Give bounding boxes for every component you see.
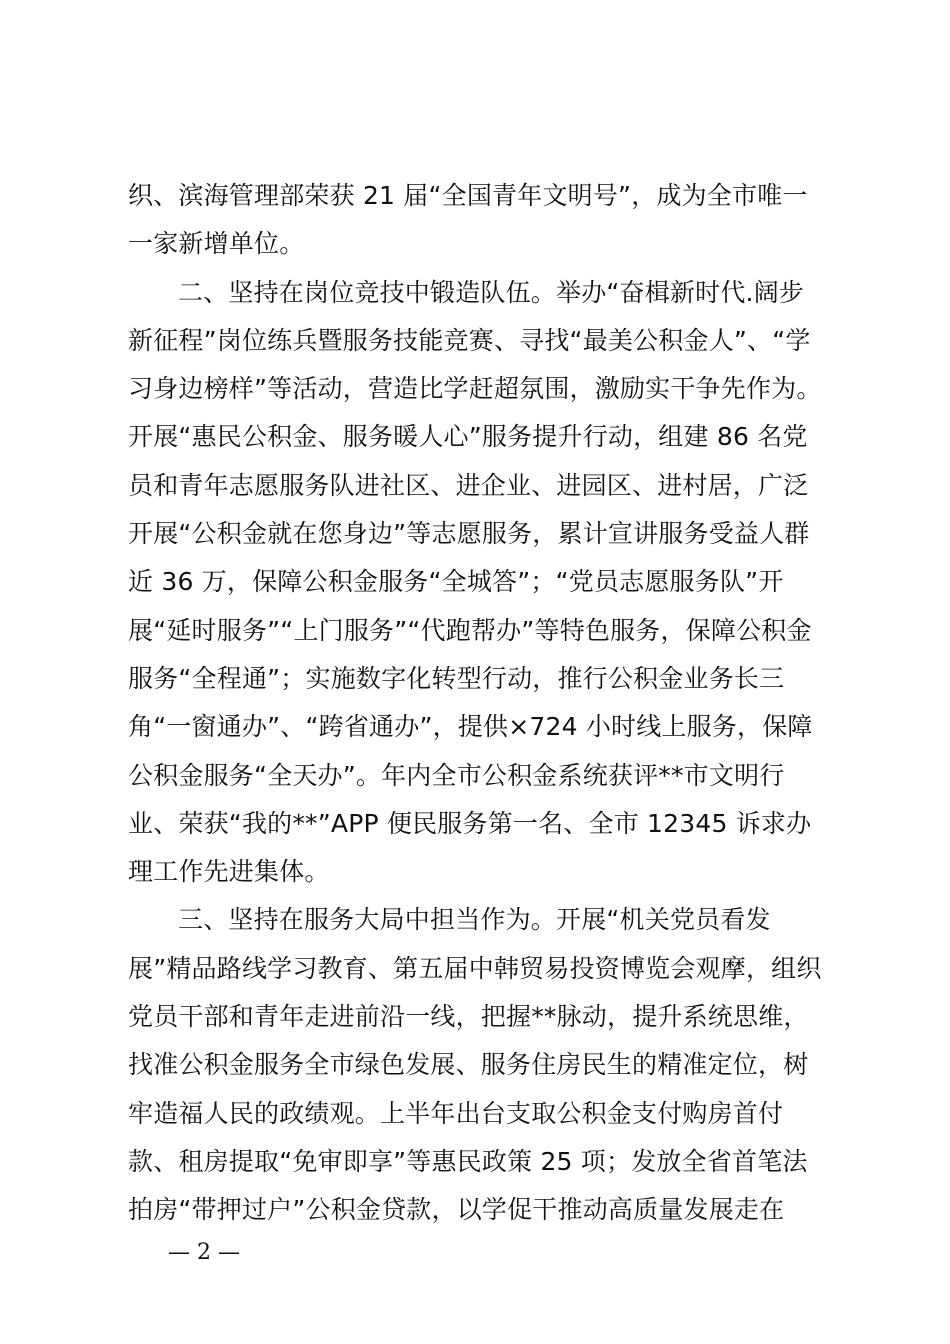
text-line: 党员干部和青年走进前沿一线，把握**脉动，提升系统思维，: [128, 1002, 809, 1032]
text-line: 理工作先进集体。: [128, 857, 330, 887]
text-line: 习身边榜样”等活动，营造比学赶超氛围，激励实干争先作为。: [128, 374, 822, 404]
text-line: 织、滨海管理部荣获 21 届“全国青年文明号”，成为全市唯一: [128, 181, 808, 210]
text-line: 开展“惠民公积金、服务暖人心”服务提升行动，组建 86 名党: [128, 422, 808, 452]
text-line: 近 36 万，保障公积金服务“全城答”；“党员志愿服务队”开: [128, 567, 784, 597]
text-line: 开展“公积金就在您身边”等志愿服务，累计宣讲服务受益人群: [128, 519, 810, 549]
text-line: 牢造福人民的政绩观。上半年出台支取公积金支付购房首付: [128, 1098, 784, 1128]
paragraph-start-line: 二、坚持在岗位竞技中锻造队伍。举办“奋楫新时代.阔步: [178, 277, 805, 307]
text-line: 一家新增单位。: [128, 229, 305, 259]
text-line: 款、租房提取“免审即享”等惠民政策 25 项；发放全省首笔法: [128, 1146, 808, 1176]
text-line: 业、荣获“我的**”APP 便民服务第一名、全市 12345 诉求办: [128, 808, 812, 838]
page-number: — 2 —: [168, 1240, 240, 1265]
text-line: 员和青年志愿服务队进社区、进企业、进园区、进村居，广泛: [128, 470, 809, 500]
text-line: 展“延时服务”“上门服务”“代跑帮办”等特色服务，保障公积金: [128, 615, 812, 645]
text-line: 展”精品路线学习教育、第五届中韩贸易投资博览会观摩，组织: [128, 953, 822, 983]
paragraph-start-line: 三、坚持在服务大局中担当作为。开展“机关党员看发: [178, 905, 771, 935]
text-line: 服务“全程通”；实施数字化转型行动，推行公积金业务长三: [128, 663, 785, 693]
text-line: 找准公积金服务全市绿色发展、服务住房民生的精准定位，树: [128, 1050, 809, 1080]
text-line: 角“一窗通办”、“跨省通办”，提供×724 小时线上服务，保障: [128, 712, 813, 742]
text-line: 新征程”岗位练兵暨服务技能竞赛、寻找“最美公积金人”、“学: [128, 325, 811, 355]
text-line: 拍房“带押过户”公积金贷款，以学促干推动高质量发展走在: [128, 1195, 785, 1225]
document-body: [128, 172, 828, 1235]
text-line: 公积金服务“全天办”。年内全市公积金系统获评**市文明行: [128, 760, 785, 790]
